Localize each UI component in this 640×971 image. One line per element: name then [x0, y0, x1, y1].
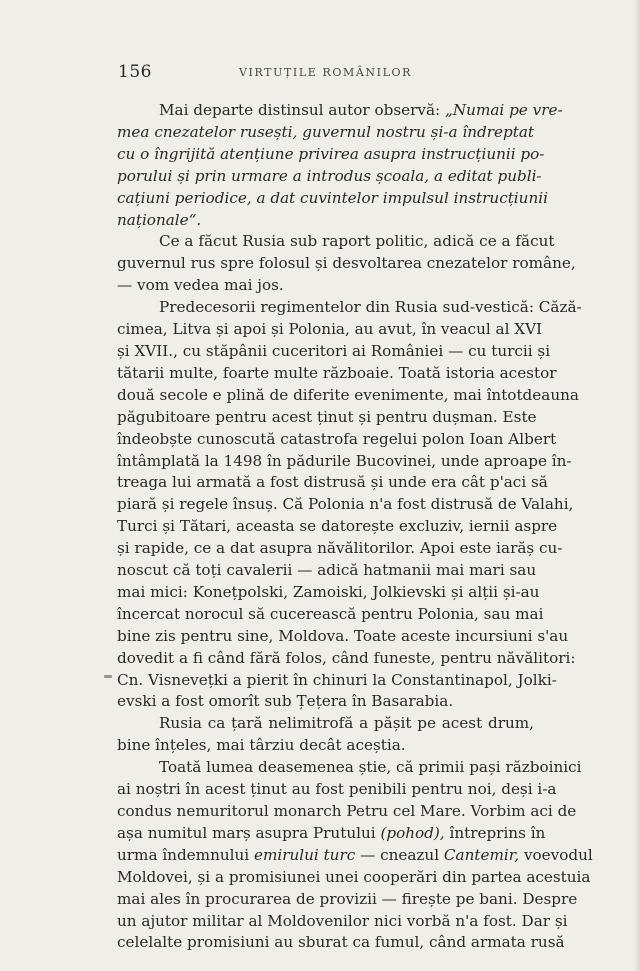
text-line [117, 757, 582, 779]
italic-run: mea cnezatelor rusești, guvernul nostru și-a îndreptat [117, 122, 534, 141]
paragraph [117, 297, 582, 713]
text-line [117, 363, 557, 385]
text-line [117, 735, 534, 757]
text-run: așa numitul marș asupra Prutului [117, 823, 381, 842]
text-run: ai noștri în acest ținut au fost penibili pentru noi, deși i-a [117, 780, 557, 799]
text-run: mai ales în procurarea de provizii — firește pe bani. Despre [117, 889, 578, 908]
page-edge-shadow [634, 0, 640, 971]
text-line [117, 779, 557, 801]
text-line [117, 231, 555, 253]
text-line [117, 713, 534, 735]
text-run: evski a fost omorît sub Țețera în Basarabia. [117, 692, 454, 711]
text-line [117, 451, 572, 473]
text-line [117, 144, 545, 166]
text-run: Predecesorii regimentelor din Rusia sud-vestică: Căză- [159, 298, 582, 317]
text-line [117, 670, 557, 692]
text-run: bine zis pentru sine, Moldova. Toate aceste incursiuni s'au [117, 626, 569, 645]
paragraph [117, 231, 576, 297]
text-run: tătarii multe, foarte multe războaie. Toată istoria acestor [117, 363, 557, 382]
text-line [117, 429, 557, 451]
text-line [117, 122, 534, 144]
text-line [117, 538, 563, 560]
text-run: celelalte promisiuni au sburat ca fumul, când armata rusă [117, 933, 565, 952]
text-run: încercat norocul să cucerească pentru Polonia, sau mai [117, 604, 544, 623]
text-line [117, 407, 537, 429]
text-line [117, 867, 591, 889]
italic-run: porului și prin urmare a introdus școala, a editat publi- [117, 166, 542, 185]
text-line [117, 801, 577, 823]
text-line [117, 166, 542, 188]
italic-run: „Numai pe vre- [445, 101, 563, 119]
text-run: păgubitoare pentru acest ținut și pentru dușman. Este [117, 407, 537, 426]
text-run: Cn. Visnevețki a pierit în chinuri la Constantinapol, Jolki- [117, 670, 557, 689]
text-run: Mai departe distinsul autor observă: [159, 101, 445, 119]
text-run: Moldovei, și a promisiunei unei cooperări din partea acestuia [117, 867, 591, 886]
text-line [117, 188, 548, 210]
text-run: urma îndemnului [117, 845, 254, 864]
text-run: Turci și Tătari, aceasta se datorește excluziv, iernii aspre [117, 517, 558, 536]
text-line [117, 472, 548, 494]
text-line [117, 210, 534, 232]
italic-run: (pohod), [380, 823, 445, 842]
text-line [117, 604, 544, 626]
page-number: 156 [118, 62, 152, 82]
text-run: dovedit a fi când fără folos, când funeste, pentru năvălitori: [117, 648, 576, 667]
text-run: — vom vedea mai jos. [117, 276, 284, 295]
text-run: întâmplată la 1498 în pădurile Bucovinei, unde aproape în- [117, 451, 572, 470]
text-run: Ce a făcut Rusia sub raport politic, adică ce a făcut [159, 232, 555, 251]
text-run: și rapide, ce a dat asupra năvălitorilor. Apoi este iarăș cu- [117, 539, 563, 558]
running-title: VIRTUȚILE ROMÂNILOR [239, 66, 412, 79]
italic-run: emirului turc [253, 845, 356, 864]
text-line [117, 253, 576, 275]
text-line [117, 275, 534, 297]
text-line [117, 319, 543, 341]
text-run: cimea, Litva și apoi și Polonia, au avut, în veacul al XVI [117, 320, 543, 339]
text-run: Rusia ca țară nelimitrofă a pășit pe acest drum, [159, 714, 534, 733]
text-run: treaga lui armată a fost distrusă și unde era cât p'aci să [117, 473, 548, 492]
text-run: voevodul [519, 845, 593, 864]
text-line [117, 582, 540, 604]
margin-mark [104, 675, 112, 678]
text-line [117, 626, 569, 648]
text-line [117, 889, 578, 911]
text-run: întreprins în [444, 823, 546, 842]
text-run: și XVII., cu stăpânii cuceritori ai României — cu turcii și [117, 341, 551, 360]
italic-run: naționale“. [117, 210, 202, 229]
page-header [118, 62, 533, 84]
text-line [117, 297, 582, 319]
text-line [117, 932, 565, 954]
text-run: noscut că toți cavalerii — adică hatmanii mai mari sau [117, 561, 537, 580]
text-line [117, 560, 537, 582]
text-line [117, 516, 558, 538]
text-line [117, 385, 579, 407]
paragraph [117, 713, 534, 757]
text-run: — cneazul [355, 845, 444, 864]
text-run: două secole e plină de diferite evenimente, mai întotdeauna [117, 385, 579, 404]
text-run: guvernul rus spre folosul și desvoltarea cnezatelor române, [117, 254, 576, 273]
text-run: Toată lumea deasemenea știe, că primii pași războinici [159, 758, 582, 777]
text-line [117, 911, 568, 933]
paragraph [117, 100, 563, 231]
paragraph [117, 757, 593, 954]
body-text [117, 100, 593, 954]
text-run: un ajutor militar al Moldovenilor nici vorbă n'a fost. Dar și [117, 911, 568, 930]
text-line [117, 691, 534, 713]
text-line [117, 845, 593, 867]
text-run: piară și regele însuș. Că Polonia n'a fost distrusă de Valahi, [117, 495, 574, 514]
italic-run: cu o îngrijită atențiune privirea asupra instrucțiunii po- [117, 144, 545, 163]
text-run: mai mici: Konețpolski, Zamoiski, Jolkievski și alții și-au [117, 582, 540, 601]
text-line [117, 341, 551, 363]
text-run: condus nemuritorul monarch Petru cel Mare. Vorbim aci de [117, 802, 577, 820]
text-line [117, 494, 574, 516]
text-run: îndeobște cunoscută catastrofa regelui polon Ioan Albert [117, 429, 557, 448]
text-line [117, 648, 576, 670]
italic-run: cațiuni periodice, a dat cuvintelor impulsul instrucțiunii [117, 188, 548, 207]
italic-run: Cantemir, [443, 845, 520, 864]
text-run: bine înțeles, mai târziu decât aceștia. [117, 736, 406, 755]
text-line [117, 100, 563, 122]
text-line [117, 823, 546, 845]
